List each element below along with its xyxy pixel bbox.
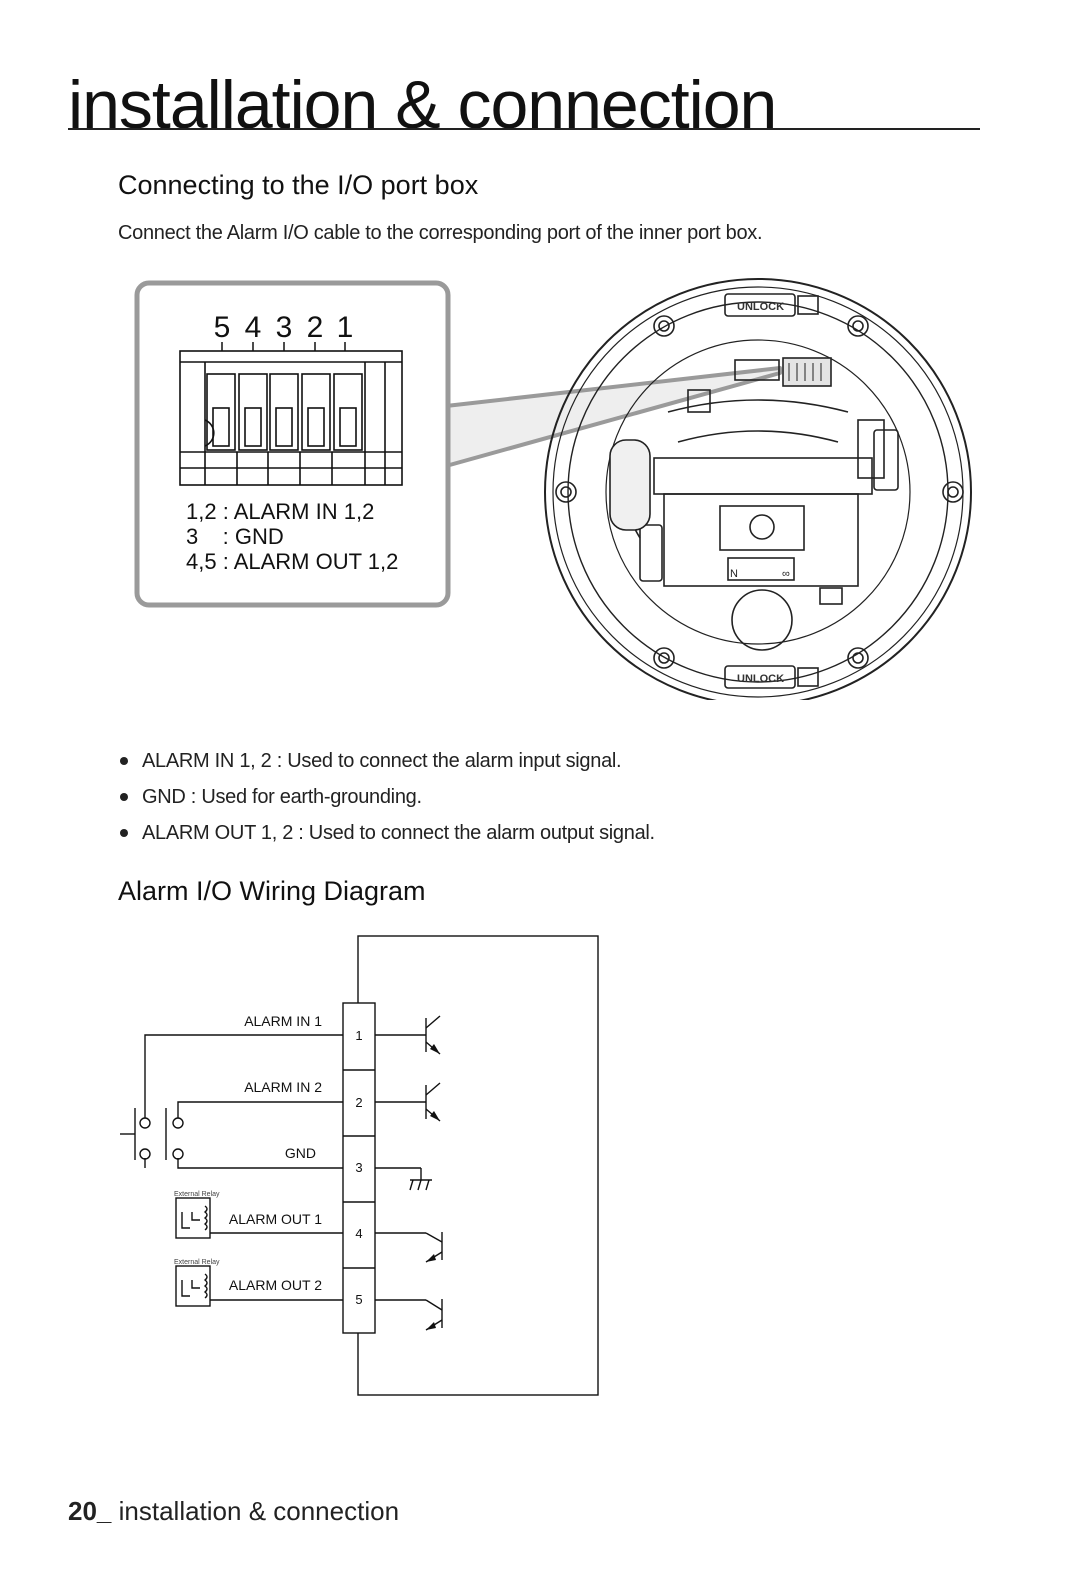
- wire-label: ALARM IN 1: [244, 1013, 322, 1029]
- section-intro-text: Connect the Alarm I/O cable to the corresponding port of the inner port box.: [118, 222, 763, 244]
- io-description-list: [118, 743, 655, 851]
- terminal-number: 4: [355, 1226, 363, 1241]
- pin-number: 3: [275, 311, 293, 344]
- page-number: 20_: [68, 1496, 112, 1526]
- port-legend-line: 3 : GND: [186, 524, 284, 549]
- unlock-label: UNLOCK: [737, 673, 785, 685]
- section-title-wiring-diagram: Alarm I/O Wiring Diagram: [118, 876, 426, 906]
- page-header-title: installation & connection: [68, 67, 777, 143]
- unlock-label: UNLOCK: [737, 301, 785, 313]
- relay-label: External Relay: [174, 1259, 220, 1266]
- pin-number: 5: [213, 311, 231, 344]
- terminal-number: 5: [355, 1292, 363, 1307]
- wire-label: GND: [284, 1145, 316, 1161]
- pin-number: 1: [336, 311, 354, 344]
- relay-label: External Relay: [174, 1191, 220, 1198]
- pin-number: 2: [306, 311, 324, 344]
- list-item: ALARM OUT 1, 2 : Used to connect the alarm output signal.: [118, 815, 655, 851]
- section-title-io-port-box: Connecting to the I/O port box: [118, 170, 479, 200]
- port-legend-line: 1,2 : ALARM IN 1,2: [186, 499, 375, 524]
- wire-label: ALARM OUT 1: [228, 1211, 322, 1227]
- focus-far-mark: ∞: [782, 568, 790, 580]
- camera-internal-box: [358, 936, 598, 1395]
- switch-symbol: [120, 1108, 183, 1160]
- terminal-number: 1: [355, 1028, 363, 1043]
- list-item: ALARM IN 1, 2 : Used to connect the alarm input signal.: [118, 743, 655, 779]
- list-item: GND : Used for earth-grounding.: [118, 779, 655, 815]
- ground-icon: [410, 1180, 432, 1190]
- terminal-number: 3: [355, 1160, 363, 1175]
- wire-label: ALARM IN 2: [244, 1079, 322, 1095]
- dome-camera-drawing: [545, 279, 971, 700]
- focus-near-mark: N: [730, 568, 738, 580]
- page-footer: [68, 1496, 399, 1527]
- wire-label: ALARM OUT 2: [228, 1277, 322, 1293]
- terminal-number: 2: [355, 1095, 363, 1110]
- wiring-diagram: [0, 930, 1080, 1410]
- footer-text: installation & connection: [118, 1496, 400, 1526]
- port-legend-line: 4,5 : ALARM OUT 1,2: [186, 549, 399, 574]
- header-rule: [68, 128, 980, 130]
- port-box-figure: [0, 270, 1080, 700]
- pin-number: 4: [244, 311, 262, 344]
